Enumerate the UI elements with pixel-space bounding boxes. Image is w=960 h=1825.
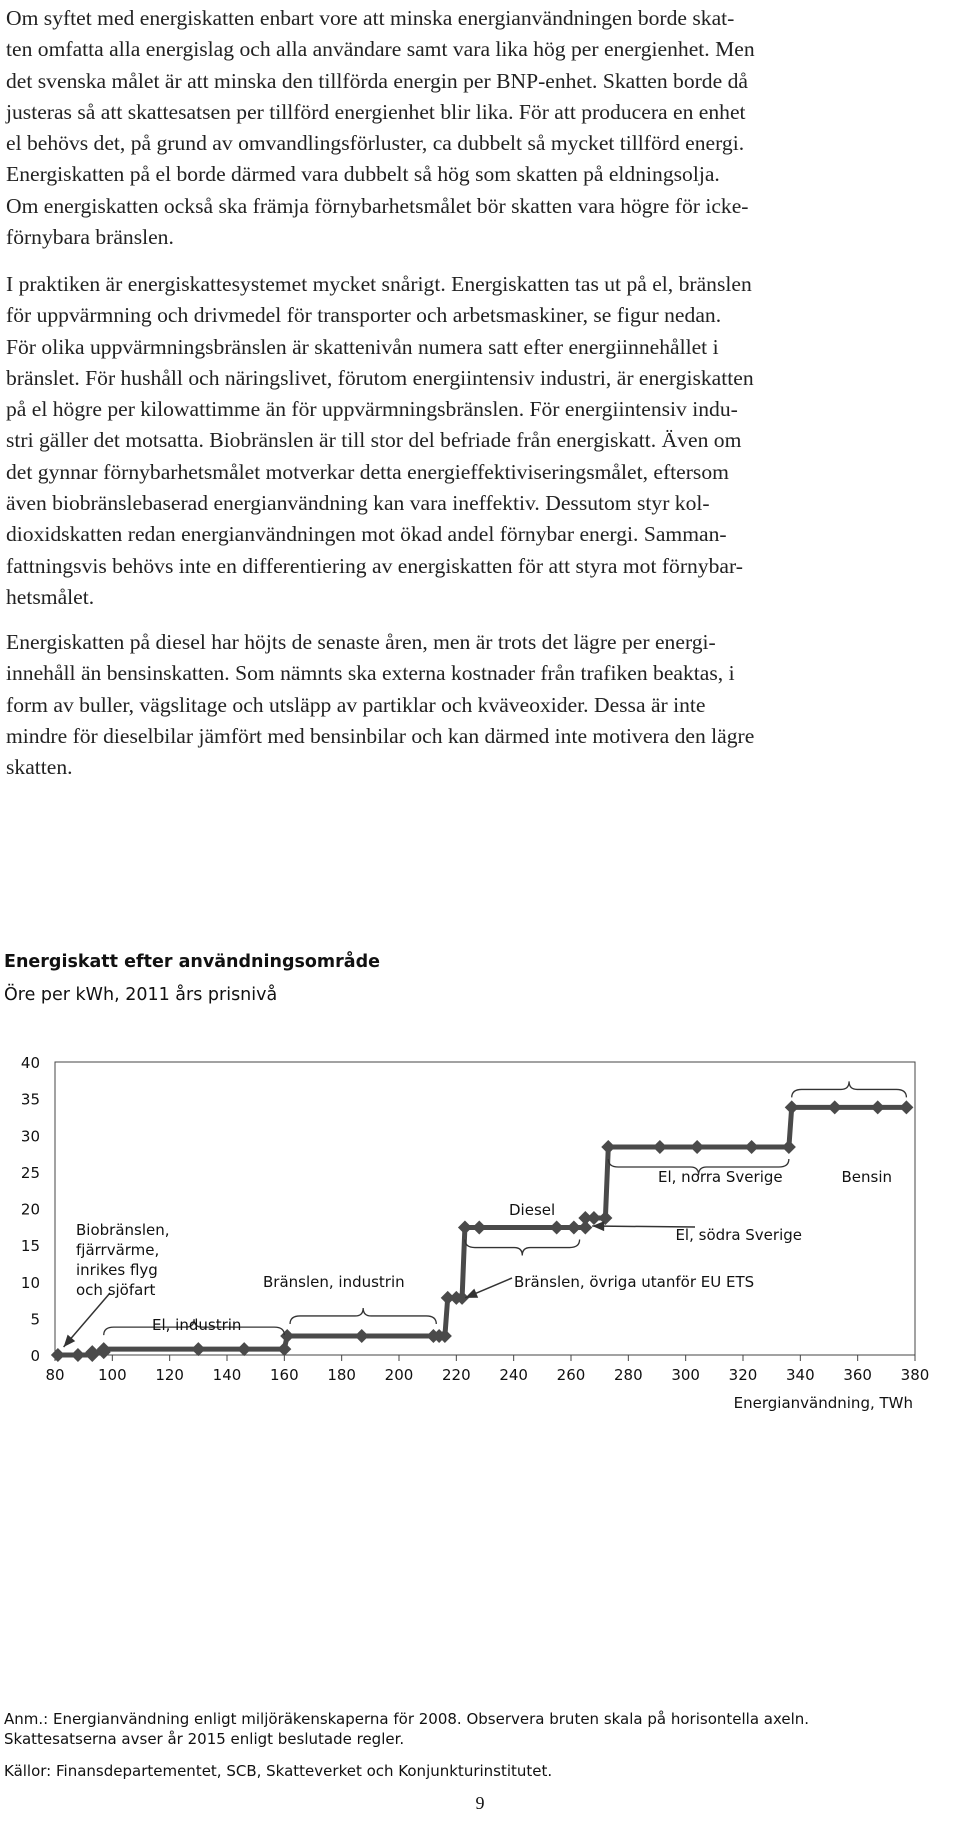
text-line: form av buller, vägslitage och utsläpp av partiklar och kväveoxider. Dessa är inte	[6, 692, 706, 717]
x-tick-label: 220	[442, 1366, 471, 1384]
text-line: Energiskatten på diesel har höjts de senaste åren, men är trots det lägre per energi-	[6, 630, 716, 654]
figure-note	[4, 1710, 809, 1749]
y-tick-label: 20	[20, 1200, 40, 1219]
annotation-arrowhead	[465, 1289, 478, 1298]
data-point	[355, 1329, 369, 1343]
page-number: 9	[475, 1793, 485, 1813]
text-line: det svenska målet är att minska den tillförda energin per BNP-enhet. Skatten borde då	[6, 68, 748, 93]
text-line: justeras så att skattesatsen per tillförd energienhet blir lika. För att producera en enhet	[6, 99, 746, 124]
data-point	[277, 1342, 291, 1356]
chart-annotation: Diesel	[509, 1201, 556, 1219]
data-point	[280, 1329, 294, 1343]
chart-annotation-line: och sjöfart	[76, 1281, 156, 1299]
x-tick-label: 140	[212, 1366, 242, 1384]
data-point	[828, 1100, 842, 1114]
data-point	[550, 1221, 564, 1235]
paragraph-diesel-tax	[6, 627, 956, 783]
data-point	[690, 1140, 704, 1154]
x-tick-label: 340	[786, 1366, 815, 1384]
text-line: skatten.	[6, 755, 73, 780]
x-tick-label: 80	[45, 1366, 65, 1384]
annotation-brace	[792, 1081, 907, 1097]
x-tick-label: 120	[155, 1366, 184, 1384]
chart-annotation: El, södra Sverige	[675, 1226, 802, 1244]
data-point	[71, 1348, 85, 1362]
chart-annotation: El, industrin	[152, 1316, 242, 1334]
data-point	[899, 1100, 913, 1114]
text-line: stri gäller det motsatta. Biobränslen är till stor del befriade från energiskatt. Även om	[6, 428, 742, 453]
text-line: det gynnar förnybarhetsmålet motverkar detta energieffektiviseringsmålet, eftersom	[6, 459, 729, 484]
y-tick-label: 30	[20, 1127, 40, 1146]
x-tick-label: 320	[728, 1366, 758, 1384]
y-tick-label: 0	[30, 1347, 40, 1365]
text-line: I praktiken är energiskattesystemet mycket snårigt. Energiskatten tas ut på el, bränslen	[6, 272, 752, 296]
chart-annotation-line: fjärrvärme,	[76, 1241, 160, 1259]
text-line: förnybara bränslen.	[6, 225, 174, 250]
data-point	[601, 1140, 615, 1154]
x-tick-label: 380	[900, 1366, 930, 1384]
text-line: innehåll än bensinskatten. Som nämnts ska externa kostnader från trafiken beaktas, i	[6, 661, 735, 686]
chart-annotation: Bensin	[841, 1168, 892, 1186]
paragraph-tax-system	[6, 269, 956, 613]
text-line: Anm.: Energianvändning enligt miljöräkenskaperna för 2008. Observera bruten skala på horisontella axeln.	[4, 1710, 810, 1728]
annotation-brace	[465, 1240, 580, 1256]
text-line: dioxidskatten redan energianvändningen mot ökad andel förnybar energi. Samman-	[6, 522, 727, 547]
y-tick-label: 25	[20, 1163, 40, 1182]
text-line: även biobränslebaserad energianvändning kan vara ineffektiv. Dessutom styr kol-	[6, 491, 710, 516]
x-tick-label: 280	[614, 1366, 643, 1384]
x-tick-label: 240	[499, 1366, 528, 1384]
chart-annotation: El, norra Sverige	[658, 1168, 783, 1186]
data-point	[871, 1100, 885, 1114]
text-line: på el högre per kilowattimme än för uppvärmningsbränslen. För energiintensiv indu-	[6, 397, 738, 422]
annotation-brace	[290, 1308, 436, 1324]
text-line: för uppvärmning och drivmedel för transporter och arbetsmaskiner, se figur nedan.	[6, 303, 722, 328]
data-point	[458, 1221, 472, 1235]
text-line: ten omfatta alla energislag och alla användare samt vara lika hög per energienhet. Men	[6, 37, 755, 62]
data-point	[237, 1342, 251, 1356]
text-line: hetsmålet.	[6, 584, 95, 609]
y-tick-label: 10	[20, 1273, 40, 1292]
x-tick-label: 300	[671, 1366, 700, 1384]
y-tick-label: 15	[20, 1237, 40, 1256]
text-line: Om syftet med energiskatten enbart vore att minska energianvändningen borde skat-	[6, 6, 735, 30]
chart-annotation: Bränslen, industrin	[263, 1273, 405, 1291]
x-tick-label: 360	[843, 1366, 872, 1384]
chart-annotation-line: inrikes flyg	[76, 1261, 158, 1279]
paragraph-energy-goal	[6, 3, 956, 253]
text-line: För olika uppvärmningsbränslen är skattenivån numera satt efter energiinnehållet i	[6, 334, 719, 359]
x-tick-label: 100	[98, 1366, 127, 1384]
data-point	[191, 1342, 205, 1356]
x-tick-label: 160	[270, 1366, 299, 1384]
text-line: bränslet. För hushåll och näringslivet, förutom energiintensiv industri, är energiskatten	[6, 365, 754, 390]
text-line: Om energiskatten också ska främja förnybarhetsmålet bör skatten vara högre för icke-	[6, 193, 749, 218]
x-tick-label: 260	[556, 1366, 586, 1384]
data-point	[745, 1140, 759, 1154]
y-tick-label: 40	[20, 1054, 40, 1072]
chart-annotation: Bränslen, övriga utanför EU ETS	[514, 1273, 755, 1291]
text-line: fattningsvis behövs inte en differentiering av energiskatten för att styra mot förnybar-	[6, 553, 743, 578]
data-point	[785, 1100, 799, 1114]
figure-title: Energiskatt efter användningsområde	[4, 952, 380, 972]
text-line: Skattesatserna avser år 2015 enligt beslutade regler.	[4, 1729, 405, 1748]
x-axis-label: Energianvändning, TWh	[733, 1394, 913, 1412]
x-tick-label: 180	[327, 1366, 356, 1384]
data-point	[472, 1221, 486, 1235]
data-point	[782, 1140, 796, 1154]
text-line: Energiskatten på el borde därmed vara dubbelt så hög som skatten på eldningsolja.	[6, 162, 720, 187]
y-tick-label: 35	[20, 1090, 40, 1109]
figure-subtitle: Öre per kWh, 2011 års prisnivå	[4, 985, 278, 1005]
data-point	[51, 1348, 65, 1362]
energy-tax-step-chart	[0, 1020, 960, 1420]
text-line: el behövs det, på grund av omvandlingsförluster, ca dubbelt så mycket tillförd energi.	[6, 131, 745, 156]
chart-annotation-line: Biobränslen,	[76, 1221, 170, 1239]
figure-source: Källor: Finansdepartementet, SCB, Skatteverket och Konjunkturinstitutet.	[4, 1762, 553, 1780]
x-tick-label: 200	[384, 1366, 414, 1384]
plot-frame	[55, 1062, 915, 1355]
text-line: mindre för dieselbilar jämfört med bensinbilar och kan därmed inte motivera den lägre	[6, 723, 755, 748]
y-tick-label: 5	[30, 1310, 40, 1329]
data-point	[653, 1140, 667, 1154]
